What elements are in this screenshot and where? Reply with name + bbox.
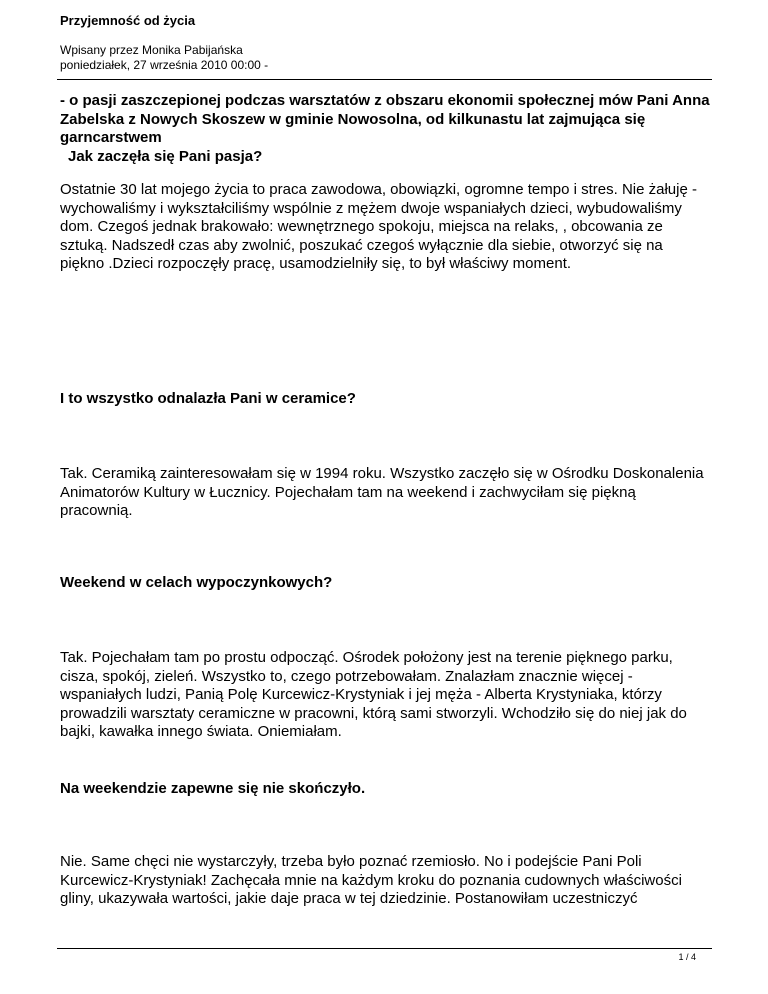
lead-question: Jak zaczęła się Pani pasja?	[68, 147, 263, 165]
question-4: Na weekendzie zapewne się nie skończyło.	[60, 780, 366, 797]
footer-divider	[57, 948, 712, 949]
article-lead	[60, 92, 710, 166]
answer-paragraph-3: Tak. Pojechałam tam po prostu odpocząć. Ośrodek położony jest na terenie pięknego parku, cisza, spokój, zieleń. Wszystko to, czego potrzebowałam. Znalazłam znacznie więcej - wspaniałych ludzi, Panią Polę Kurcewicz-Krystyniak i jej męża - Alberta Krystyniaka, którzy prowadzili warsztaty ceramiczne w pracowni, którą sami stworzyli. Wchodziło się do niej jak do bajki, kawałka innego świata. Oniemiałam.	[60, 649, 687, 740]
lead-text: - o pasji zaszczepionej podczas warsztatów z obszaru ekonomii społecznej mów Pani Anna Zabelska z Nowych Skoszew w gminie Nowosolna, od kilkunastu lat zajmująca się garncarstwem	[60, 92, 710, 146]
document-title: Przyjemność od życia	[60, 13, 196, 28]
byline	[60, 43, 268, 73]
answer-paragraph-1: Ostatnie 30 lat mojego życia to praca zawodowa, obowiązki, ogromne tempo i stres. Nie żałuję - wychowaliśmy i wykształciliśmy wspólnie z mężem dwoje wspaniałych dzieci, wybudowaliśmy dom. Czegoś jednak brakowało: wewnętrznego spokoju, miejsca na relaks, , obcowania ze sztuką. Nadszedł czas aby zwolnić, poszukać czegoś wyłącznie dla siebie, otworzyć się na piękno .Dzieci rozpoczęły pracę, usamodzielniły się, to był właściwy moment.	[60, 181, 697, 272]
answer-paragraph-2: Tak. Ceramiką zainteresowałam się w 1994 roku. Wszystko zaczęło się w Ośrodku Doskonalenia Animatorów Kultury w Łucznicy. Pojechałam tam na weekend i zachwyciłam się piękną pracownią.	[60, 465, 704, 519]
header-divider	[57, 79, 712, 80]
question-2: I to wszystko odnalazła Pani w ceramice?	[60, 390, 356, 407]
author-line: Wpisany przez Monika Pabijańska	[60, 43, 243, 57]
answer-paragraph-4: Nie. Same chęci nie wystarczyły, trzeba było poznać rzemiosło. No i podejście Pani Poli Kurcewicz-Krystyniak! Zachęcała mnie na każdym kroku do poznania cudownych właściwości gliny, ukazywała wartości, jakie daje praca w tej dziedzinie. Postanowiłam uczestniczyć	[60, 853, 682, 907]
question-3: Weekend w celach wypoczynkowych?	[60, 574, 333, 591]
page-number: 1 / 4	[678, 952, 696, 962]
date-line: poniedziałek, 27 września 2010 00:00 -	[60, 58, 269, 72]
